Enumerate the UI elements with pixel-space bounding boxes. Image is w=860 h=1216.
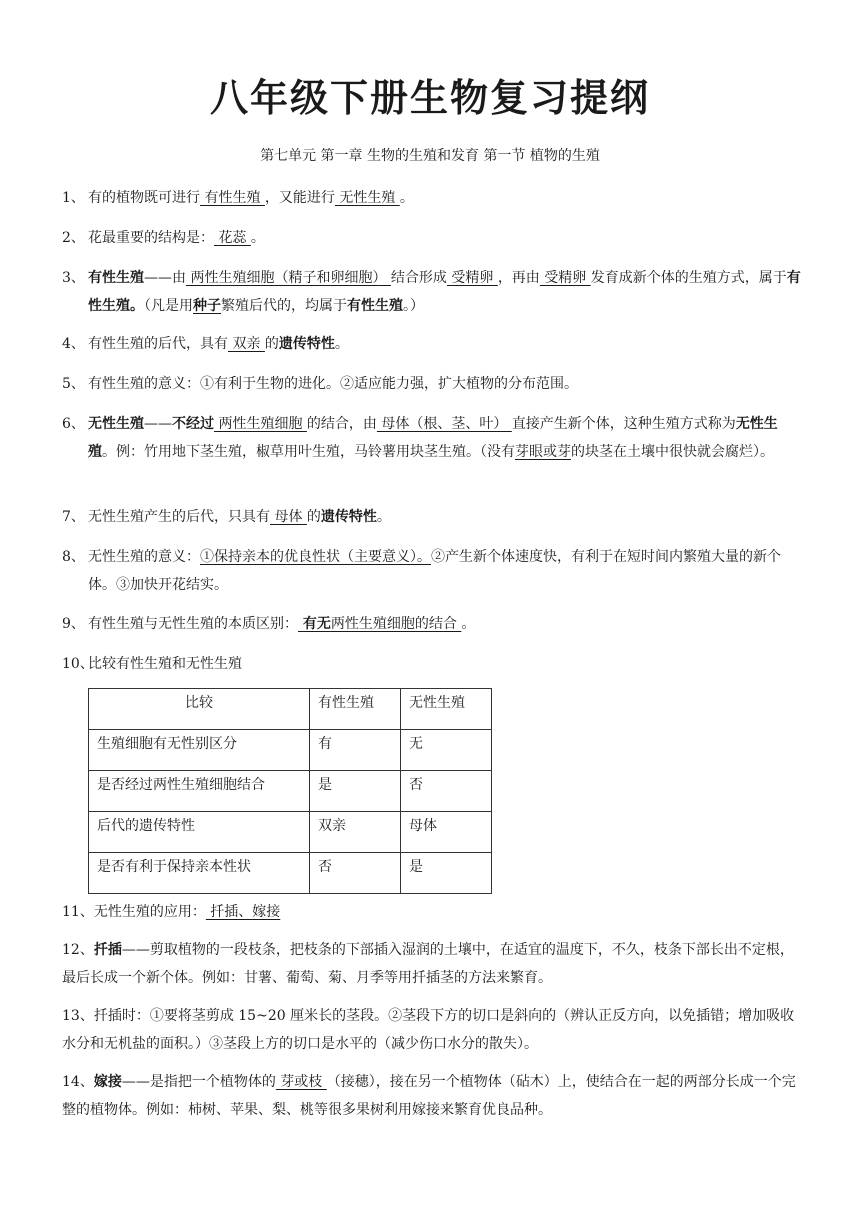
item-text (88, 224, 802, 252)
item-text (88, 543, 802, 599)
answer-blank: 花蕊 (214, 230, 251, 246)
text: ，又能进行 (264, 190, 335, 206)
text: ——由 (144, 270, 186, 286)
item-number: 4、 (62, 336, 85, 352)
text: （接穗），接在另一个植物体（砧木）上，使结合在一起的两部分长成一个完整的植物体。例如：柿树、苹果、梨、桃等很多果树利用嫁接来繁育优良品种。 (62, 1074, 796, 1118)
item-text (88, 330, 802, 358)
table-header: 无性生殖 (401, 689, 492, 730)
table-header: 比较 (89, 689, 310, 730)
answer-blank: 有无 (298, 616, 331, 632)
section-subtitle: 第七单元 第一章 生物的生殖和发育 第一节 植物的生殖 (260, 148, 600, 164)
list-item-2 (62, 224, 802, 252)
list-item-7 (62, 503, 802, 531)
table-row (89, 730, 492, 771)
table-cell: 有 (310, 730, 401, 771)
table-cell: 无 (401, 730, 492, 771)
term: 无性生殖 (88, 416, 144, 432)
table-row (89, 771, 492, 812)
answer-blank: 两性生殖细胞 (214, 416, 307, 432)
item-number: 10、 (62, 656, 94, 672)
item-number: 11、 (62, 904, 94, 920)
table-row (89, 853, 492, 894)
list-item-4 (62, 330, 802, 358)
answer-blank: 母体 (270, 509, 307, 525)
text: 。 (376, 509, 391, 525)
text: （凡是用 (144, 298, 193, 314)
text: 。 (334, 336, 349, 352)
list-item-6 (62, 410, 802, 466)
list-item-13 (62, 1002, 800, 1058)
list-item-8 (62, 543, 802, 599)
term: 种子 (193, 298, 221, 314)
text: —— (144, 416, 172, 432)
text: 的块茎在土壤中很快就会腐烂）。 (571, 444, 774, 460)
item-number: 6、 (62, 416, 85, 432)
answer-blank: 无性生殖 (334, 190, 400, 206)
text: 繁殖后代的，均属于 (221, 298, 347, 314)
term: 遗传特性 (320, 509, 377, 525)
text: 的 (264, 336, 279, 352)
item-text: 有性生殖的意义：①有利于生物的进化。②适应能力强，扩大植物的分布范围。 (88, 376, 578, 392)
item-text: 比较有性生殖和无性生殖 (88, 656, 242, 672)
answer-blank: 受精卵 (539, 270, 591, 286)
item-text (88, 184, 802, 212)
text: 发育成新个体的生殖方式，属于 (590, 270, 787, 286)
list-item-11 (62, 898, 800, 926)
text: 无性生殖的应用： (93, 904, 206, 920)
text: ②产生新个体速度快，有利于在短时间内繁殖大量的新个体。③加快开花结实。 (88, 549, 781, 593)
table-cell: 是否有利于保持亲本性状 (89, 853, 310, 894)
text: 。 (399, 190, 414, 206)
item-number: 8、 (62, 549, 85, 565)
text: 扦插时：①要将茎剪成 15~20 厘米长的茎段。②茎段下方的切口是斜向的（辨认正反方向，以免插错；增加吸收水分和无机盐的面积。）③茎段上方的切口是水平的（减少伤口水分的散失）。 (62, 1008, 795, 1052)
term: 遗传特性 (278, 336, 335, 352)
table-cell: 生殖细胞有无性别区分 (89, 730, 310, 771)
table-cell: 双亲 (310, 812, 401, 853)
item-number: 9、 (62, 616, 85, 632)
text: ——是指把一个植物体的 (121, 1074, 276, 1090)
list-item-14 (62, 1068, 800, 1124)
text: 。） (403, 298, 424, 314)
term: 有性生殖 (347, 298, 403, 314)
text: 。例：竹用地下茎生殖，椒草用叶生殖，马铃薯用块茎生殖。（没有 (102, 444, 515, 460)
term: 有性生殖。 (88, 270, 801, 314)
item-text (88, 264, 802, 320)
term: 扦插 (93, 942, 122, 958)
text: 的结合，由 (306, 416, 377, 432)
text: 无性生殖产生的后代，只具有 (88, 509, 270, 525)
table-cell: 是 (310, 771, 401, 812)
table-cell: 否 (401, 771, 492, 812)
text: 的 (306, 509, 321, 525)
text: 。 (461, 616, 476, 632)
item-number: 14、 (62, 1074, 94, 1090)
text: 直接产生新个体，这种生殖方式称为 (511, 416, 736, 432)
table-cell: 否 (310, 853, 401, 894)
item-number: 2、 (62, 230, 85, 246)
table-header: 有性生殖 (310, 689, 401, 730)
term: 无性生殖 (88, 416, 778, 460)
item-number: 1、 (62, 190, 85, 206)
answer-blank: 两性生殖细胞的结合 (330, 616, 462, 632)
term: 嫁接 (93, 1074, 122, 1090)
item-text (88, 503, 802, 531)
item-text (88, 610, 802, 638)
list-item-9 (62, 610, 802, 638)
answer-blank: 扦插、嫁接 (205, 904, 281, 920)
list-item-1 (62, 184, 802, 212)
text: 有性生殖与无性生殖的本质区别： (88, 616, 298, 632)
item-number: 13、 (62, 1008, 94, 1024)
answer-blank: 有性生殖 (200, 190, 265, 206)
table-cell: 是否经过两性生殖细胞结合 (89, 771, 310, 812)
table-cell: 母体 (401, 812, 492, 853)
table-row (89, 812, 492, 853)
list-item-10 (62, 650, 802, 678)
answer-blank: 芽眼或芽 (515, 444, 571, 460)
item-number: 3、 (62, 270, 85, 286)
answer-blank: 两性生殖细胞（精子和卵细胞） (186, 270, 391, 286)
text: ——剪取植物的一段枝条，把枝条的下部插入湿润的土壤中，在适宜的温度下，不久，枝条下部长出不定根，最后长成一个新个体。例如：甘薯、葡萄、菊、月季等用扦插茎的方法来繁育。 (62, 942, 794, 986)
answer-blank: ①保持亲本的优良性状（主要意义）。 (200, 549, 431, 565)
list-item-5 (62, 370, 802, 398)
text: ，再由 (497, 270, 540, 286)
list-item-12 (62, 936, 800, 992)
text: 无性生殖的意义： (88, 549, 200, 565)
item-text (88, 410, 802, 466)
term: 不经过 (172, 416, 214, 432)
answer-blank: 芽或枝 (275, 1074, 327, 1090)
answer-blank: 受精卵 (446, 270, 498, 286)
item-number: 12、 (62, 942, 94, 958)
comparison-table (88, 688, 492, 894)
table-header-row (89, 689, 492, 730)
answer-blank: 双亲 (228, 336, 265, 352)
term: 有性生殖 (88, 270, 144, 286)
item-number: 5、 (62, 376, 85, 392)
text: 有的植物既可进行 (88, 190, 200, 206)
text: 结合形成 (390, 270, 447, 286)
text: 花最重要的结构是： (88, 230, 214, 246)
answer-blank: 母体（根、茎、叶） (376, 416, 512, 432)
page-title: 八年级下册生物复习提纲 (209, 75, 650, 120)
table-cell: 是 (401, 853, 492, 894)
list-item-3 (62, 264, 802, 320)
text: 。 (250, 230, 265, 246)
text: 有性生殖的后代，具有 (88, 336, 228, 352)
item-number: 7、 (62, 509, 85, 525)
table-cell: 后代的遗传特性 (89, 812, 310, 853)
